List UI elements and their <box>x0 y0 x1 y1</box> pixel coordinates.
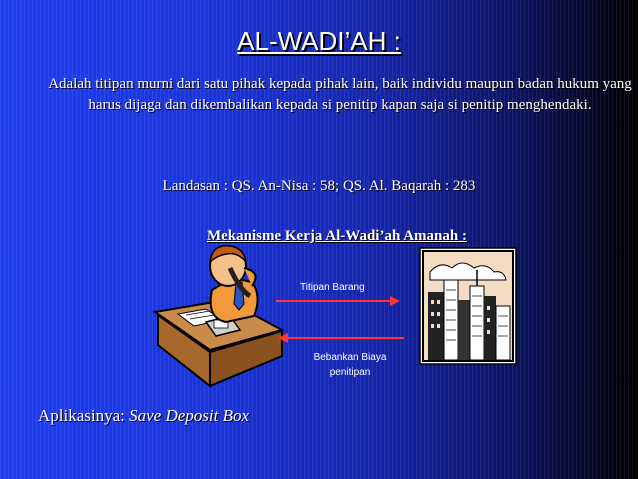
buildings-icon <box>420 248 516 364</box>
aplikasi-label: Aplikasinya: <box>38 406 125 425</box>
aplikasi-line <box>38 406 249 426</box>
mekanisme-title: Mekanisme Kerja Al-Wadi’ah Amanah : <box>206 228 467 244</box>
slide-title: AL-WADI’AH : <box>237 26 401 56</box>
arrow-right-icon <box>276 296 400 306</box>
aplikasi-value: Save Deposit Box <box>129 406 250 425</box>
landasan-text: Landasan : QS. An-Nisa : 58; QS. Al. Baqarah : 283 <box>162 178 476 194</box>
arrow-left-icon <box>278 333 404 343</box>
arrow-top-label: Titipan Barang <box>300 282 365 293</box>
arrow-bottom-label: Bebankan Biaya penitipan <box>313 352 387 378</box>
definition-text: Adalah titipan murni dari satu pihak kepada pihak lain, baik individu maupun badan hukum yang harus dijaga dan dikembalikan kepada si penitip kapan saja si penitip menghendaki. <box>48 76 632 113</box>
person-on-phone-icon <box>155 246 282 386</box>
